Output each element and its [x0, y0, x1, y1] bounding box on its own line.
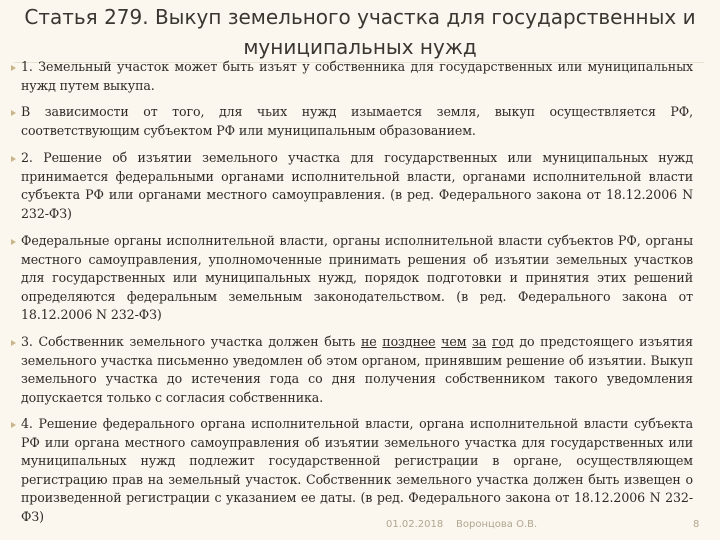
underlined-word: год: [492, 334, 514, 349]
paragraph-2: В зависимости от того, для чьих нужд изымается земля, выкуп осуществляется РФ, соответствующим субъектом РФ или муниципальным образованием.: [21, 103, 693, 140]
underlined-word: чем: [441, 334, 467, 349]
paragraph-4: Федеральные органы исполнительной власти, органы исполнительной власти субъектов РФ, органы местного самоуправления, уполномоченные принимать решения об изъятии земельных участков для государственных или муниципальных нужд, порядок подготовки и принятия этих решений определяются федеральным земельным законодательством. (в ред. Федерального закона от 18.12.2006 N 232-ФЗ): [21, 232, 693, 325]
paragraph-1: 1. Земельный участок может быть изъят у собственника для государственных или муниципальных нужд путем выкупа.: [21, 58, 693, 95]
underlined-word: позднее: [382, 334, 436, 349]
footer-author: Воронцова О.В.: [456, 519, 538, 530]
underlined-word: за: [472, 334, 487, 349]
paragraph-3: 2. Решение об изъятии земельного участка для государственных или муниципальных нужд принимается федеральными органами исполнительной власти, органами исполнительной власти субъекта РФ или органами местного самоуправления. (в ред. Федерального закона от 18.12.2006 N 232-ФЗ): [21, 149, 693, 223]
footer-date: 01.02.2018: [386, 519, 444, 530]
underlined-word: не: [360, 334, 377, 349]
slide-title: Статья 279. Выкуп земельного участка для государственных и муниципальных нужд: [24, 5, 696, 59]
footer-page-number: 8: [693, 519, 700, 530]
paragraph-5-end: до предстоящего изъятия земельного участка письменно уведомлен об этом органом, принявшим решение об изъятии. Выкуп земельного участка до истечения года со дня получения собственником такого уведомления допускается только с согласия собственника.: [21, 334, 694, 405]
paragraph-5-start: 3. Собственник земельного участка должен быть: [21, 334, 361, 349]
paragraph-6: 4. Решение федерального органа исполнительной власти, органа исполнительной власти субъекта РФ или органа местного самоуправления об изъятии земельного участка для государственных или муниципальных нужд подлежит государственной регистрации в органе, осуществляющем регистрацию прав на земельный участок. Собственник земельного участка должен быть извещен о произведенной регистрации с указанием ее даты. (в ред. Федерального закона от 18.12.2006 N 232-ФЗ): [21, 415, 693, 526]
paragraph-5: [21, 333, 693, 407]
